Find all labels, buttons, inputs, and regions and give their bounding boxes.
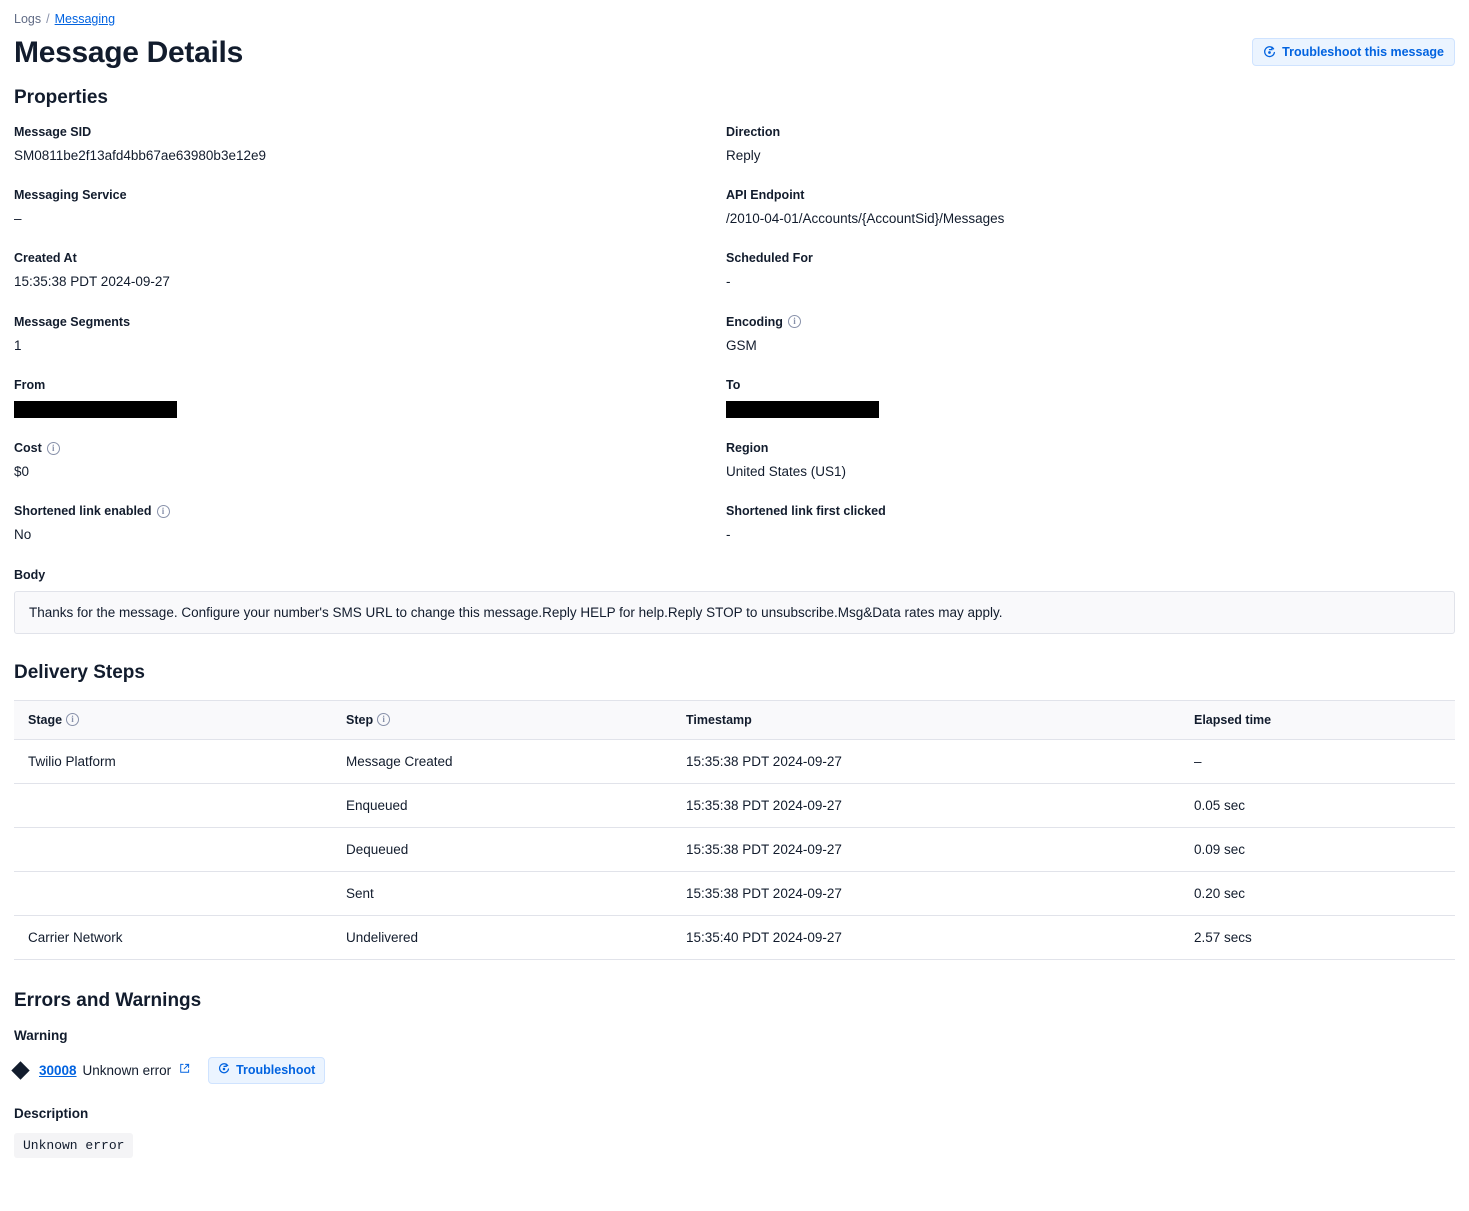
property-label xyxy=(726,188,1455,202)
page-header xyxy=(14,36,1455,69)
cell-elapsed: – xyxy=(1180,739,1455,783)
cell-elapsed: 2.57 secs xyxy=(1180,915,1455,959)
property-value: $0 xyxy=(14,464,30,480)
property-from xyxy=(14,378,726,418)
property-label-text: API Endpoint xyxy=(726,188,805,203)
property-label xyxy=(14,125,726,139)
info-icon[interactable]: i xyxy=(66,713,79,726)
info-icon[interactable]: i xyxy=(47,442,60,455)
property-value: - xyxy=(726,527,731,543)
troubleshoot-icon xyxy=(218,1063,230,1078)
property-value: United States (US1) xyxy=(726,464,847,480)
column-header-label: Elapsed time xyxy=(1194,712,1272,727)
breadcrumb-separator: / xyxy=(46,12,50,26)
troubleshoot-error-label: Troubleshoot xyxy=(236,1063,316,1078)
property-value: No xyxy=(14,527,32,543)
property-label xyxy=(726,504,1455,518)
column-header-step xyxy=(332,700,672,739)
property-shortened-link-enabled xyxy=(14,504,726,544)
body-label: Body xyxy=(14,567,46,582)
property-label-text: Encoding xyxy=(726,314,783,329)
cell-step: Message Created xyxy=(332,739,672,783)
property-created-at xyxy=(14,251,726,291)
column-header-elapsed-time xyxy=(1180,700,1455,739)
info-icon[interactable]: i xyxy=(788,315,801,328)
property-message-segments xyxy=(14,315,726,355)
troubleshoot-icon xyxy=(1263,46,1276,59)
redacted-phone-number xyxy=(726,401,879,418)
warning-label: Warning xyxy=(14,1027,68,1043)
property-label-text: Region xyxy=(726,441,769,456)
message-body: Thanks for the message. Configure your number's SMS URL to change this message.Reply HELP for help.Reply STOP to unsubscribe.Msg&Data rates may apply. xyxy=(14,591,1455,634)
property-label xyxy=(726,378,1455,392)
redacted-phone-number xyxy=(14,401,177,418)
property-label xyxy=(14,504,726,518)
page-title: Message Details xyxy=(14,36,243,69)
property-value: 15:35:38 PDT 2024-09-27 xyxy=(14,274,170,290)
breadcrumb xyxy=(14,12,1455,26)
property-label xyxy=(14,441,726,455)
property-cost xyxy=(14,441,726,481)
cell-elapsed: 0.09 sec xyxy=(1180,827,1455,871)
property-value: SM0811be2f13afd4bb67ae63980b3e12e9 xyxy=(14,148,266,163)
property-label xyxy=(726,441,1455,455)
table-row xyxy=(14,783,1455,827)
property-scheduled-for xyxy=(726,251,1455,291)
column-header-label: Stage xyxy=(28,712,63,727)
property-value xyxy=(14,400,726,418)
property-label xyxy=(726,125,1455,139)
description-value: Unknown error xyxy=(14,1133,133,1158)
property-label-text: Message Segments xyxy=(14,314,131,329)
delivery-steps-table xyxy=(14,700,1455,960)
property-label xyxy=(14,315,726,329)
property-label-text: Created At xyxy=(14,251,77,266)
warning-icon xyxy=(11,1061,29,1079)
property-label-text: From xyxy=(14,377,46,392)
table-row xyxy=(14,827,1455,871)
warning-code-link[interactable]: 30008 xyxy=(39,1062,77,1078)
property-to xyxy=(726,378,1455,418)
property-region xyxy=(726,441,1455,481)
troubleshoot-message-label: Troubleshoot this message xyxy=(1282,45,1444,59)
breadcrumb-item-messaging[interactable]: Messaging xyxy=(54,12,116,26)
property-value: - xyxy=(726,274,731,290)
cell-elapsed: 0.20 sec xyxy=(1180,871,1455,915)
cell-timestamp: 15:35:38 PDT 2024-09-27 xyxy=(672,783,1180,827)
property-label-text: Messaging Service xyxy=(14,188,127,203)
cell-step: Dequeued xyxy=(332,827,672,871)
table-row xyxy=(14,871,1455,915)
property-value: 1 xyxy=(14,337,22,353)
cell-stage xyxy=(14,783,332,827)
description-label: Description xyxy=(14,1105,89,1121)
property-label-text: Scheduled For xyxy=(726,251,813,266)
cell-timestamp: 15:35:38 PDT 2024-09-27 xyxy=(672,827,1180,871)
cell-step: Undelivered xyxy=(332,915,672,959)
properties-grid xyxy=(14,125,1455,568)
cell-stage xyxy=(14,827,332,871)
property-label-text: To xyxy=(726,377,741,392)
property-label xyxy=(14,188,726,202)
troubleshoot-error-button[interactable] xyxy=(208,1057,325,1084)
property-label-text: Message SID xyxy=(14,125,92,139)
property-value: GSM xyxy=(726,337,757,353)
cell-stage: Carrier Network xyxy=(14,915,332,959)
cell-timestamp: 15:35:38 PDT 2024-09-27 xyxy=(672,739,1180,783)
property-label xyxy=(726,251,1455,265)
warning-row xyxy=(14,1057,1455,1084)
external-link-icon[interactable] xyxy=(179,1061,190,1079)
column-header-stage xyxy=(14,700,332,739)
info-icon[interactable]: i xyxy=(377,713,390,726)
cell-timestamp: 15:35:38 PDT 2024-09-27 xyxy=(672,871,1180,915)
property-label-text: Shortened link enabled xyxy=(14,504,152,519)
cell-timestamp: 15:35:40 PDT 2024-09-27 xyxy=(672,915,1180,959)
property-label xyxy=(14,251,726,265)
property-value: /2010-04-01/Accounts/{AccountSid}/Messages xyxy=(726,211,1005,227)
property-direction xyxy=(726,125,1455,165)
cell-step: Enqueued xyxy=(332,783,672,827)
column-header-label: Timestamp xyxy=(686,712,752,727)
property-label xyxy=(14,378,726,392)
property-value xyxy=(726,400,1455,418)
cell-step: Sent xyxy=(332,871,672,915)
warning-message: Unknown error xyxy=(82,1062,172,1078)
column-header-timestamp xyxy=(672,700,1180,739)
cell-stage: Twilio Platform xyxy=(14,739,332,783)
property-label-text: Shortened link first clicked xyxy=(726,504,886,519)
property-api-endpoint xyxy=(726,188,1455,228)
table-row xyxy=(14,915,1455,959)
breadcrumb-root[interactable]: Logs xyxy=(14,12,42,26)
delivery-steps-title: Delivery Steps xyxy=(14,661,145,683)
property-label xyxy=(726,315,1455,329)
property-messaging-service xyxy=(14,188,726,228)
property-value: Reply xyxy=(726,148,761,163)
table-header-row xyxy=(14,700,1455,739)
property-label-text: Direction xyxy=(726,125,781,139)
column-header-label: Step xyxy=(346,712,374,727)
troubleshoot-message-button[interactable] xyxy=(1252,38,1455,66)
table-row xyxy=(14,739,1455,783)
errors-warnings-title: Errors and Warnings xyxy=(14,989,202,1011)
properties-section-title: Properties xyxy=(14,87,108,108)
property-label-text: Cost xyxy=(14,441,42,456)
info-icon[interactable]: i xyxy=(157,505,170,518)
property-encoding xyxy=(726,315,1455,355)
property-value: – xyxy=(14,211,22,227)
property-shortened-link-first-clicked xyxy=(726,504,1455,544)
cell-elapsed: 0.05 sec xyxy=(1180,783,1455,827)
cell-stage xyxy=(14,871,332,915)
property-message-sid xyxy=(14,125,726,165)
